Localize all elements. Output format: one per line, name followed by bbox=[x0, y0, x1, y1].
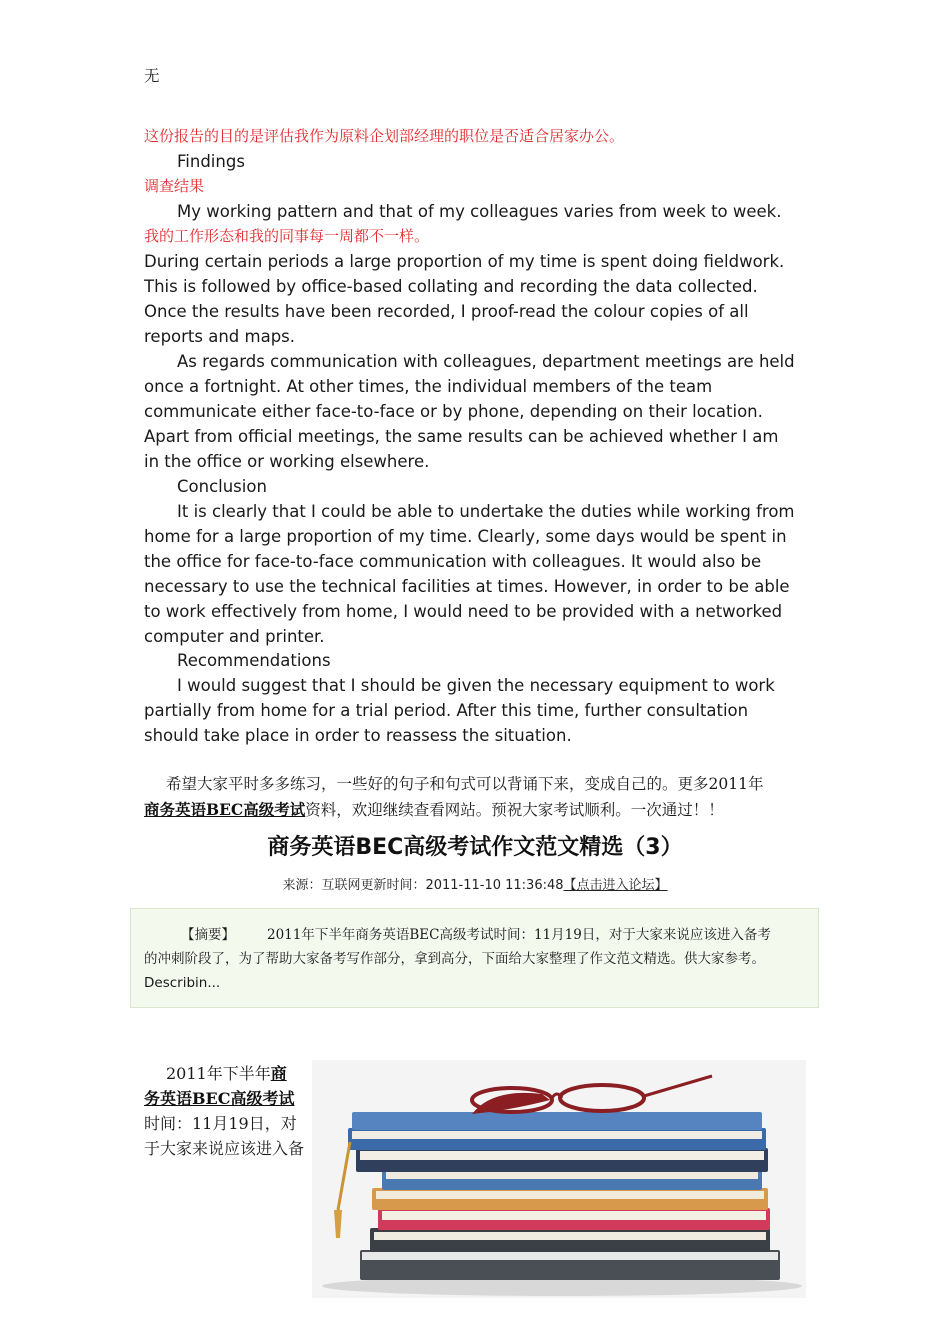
bec-advanced-link[interactable]: 商务英语BEC高级考试 bbox=[144, 800, 306, 819]
summary-line-2: 的冲刺阶段了，为了帮助大家备考写作部分，拿到高分，下面给大家整理了作文范文精选。供大家参考。 bbox=[144, 951, 765, 967]
findings-heading: Findings bbox=[177, 152, 245, 171]
paragraph-2-line: During certain periods a large proportion of my time is spent doing fieldwork. bbox=[144, 252, 785, 271]
closing-line-2 bbox=[144, 797, 724, 823]
side-text-line-3: 时间：11月19日，对 bbox=[144, 1114, 297, 1133]
paragraph-4-line: It is clearly that I could be able to undertake the duties while working from bbox=[177, 502, 795, 521]
side-bec-link[interactable]: 务英语BEC高级考试 bbox=[144, 1089, 295, 1108]
cn-findings-text: 调查结果 bbox=[144, 177, 205, 195]
side-text-line-1 bbox=[166, 1061, 287, 1086]
article-title: 商务英语BEC高级考试作文范文精选（3） bbox=[267, 835, 683, 860]
summary-label: 【摘要】 bbox=[181, 927, 235, 943]
paragraph-5-line: should take place in order to reassess the situation. bbox=[144, 726, 572, 745]
side-bec-link-start[interactable]: 商 bbox=[270, 1064, 287, 1083]
paragraph-4-line: home for a large proportion of my time. Clearly, some days would be spent in bbox=[144, 527, 787, 546]
meta-source: 来源：互联网更新时间： bbox=[282, 878, 426, 893]
side-text-line-2 bbox=[144, 1086, 294, 1111]
paragraph-5-line: partially from home for a trial period. After this time, further consultation bbox=[144, 701, 749, 720]
paragraph-3-line: communicate either face-to-face or by phone, depending on their location. bbox=[144, 402, 763, 421]
summary-box bbox=[130, 908, 819, 1008]
cn-purpose-text: 这份报告的目的是评估我作为原料企划部经理的职位是否适合居家办公。 bbox=[144, 127, 625, 145]
closing-line-2-rest: 资料，欢迎继续查看网站。预祝大家考试顺利。一次通过！！ bbox=[305, 801, 724, 819]
closing-line-1: 希望大家平时多多练习，一些好的句子和句式可以背诵下来，变成自己的。更多2011年 bbox=[166, 775, 764, 793]
article-meta bbox=[0, 874, 950, 893]
paragraph-2-line: Once the results have been recorded, I proof-read the colour copies of all bbox=[144, 302, 749, 321]
paragraph-4-line: necessary to use the technical facilities at times. However, in order to be able bbox=[144, 577, 790, 596]
conclusion-heading: Conclusion bbox=[177, 477, 267, 496]
summary-line-1: 2011年下半年商务英语BEC高级考试时间：11月19日，对于大家来说应该进入备考 bbox=[267, 927, 771, 943]
paragraph-1: My working pattern and that of my colleagues varies from week to week. bbox=[177, 202, 782, 221]
top-char: 无 bbox=[144, 67, 160, 85]
side-text-plain: 2011年下半年 bbox=[166, 1064, 271, 1083]
paragraph-3-line: in the office or working elsewhere. bbox=[144, 452, 430, 471]
paragraph-2-line: This is followed by office-based collating and recording the data collected. bbox=[144, 277, 758, 296]
paragraph-3-line: once a fortnight. At other times, the individual members of the team bbox=[144, 377, 713, 396]
paragraph-4-line: the office for face-to-face communication with colleagues. It would also be bbox=[144, 552, 762, 571]
cn-paragraph-1: 我的工作形态和我的同事每一周都不一样。 bbox=[144, 227, 430, 245]
paragraph-4-line: computer and printer. bbox=[144, 627, 325, 646]
forum-link[interactable]: 【点击进入论坛】 bbox=[563, 878, 668, 893]
paragraph-3-line: Apart from official meetings, the same results can be achieved whether I am bbox=[144, 427, 779, 446]
paragraph-3-line: As regards communication with colleagues, department meetings are held bbox=[177, 352, 795, 371]
meta-time: 2011-11-10 11:36:48 bbox=[425, 878, 564, 893]
paragraph-5-line: I would suggest that I should be given the necessary equipment to work bbox=[177, 676, 775, 695]
books-with-glasses-image bbox=[312, 1060, 806, 1298]
recommendations-heading: Recommendations bbox=[177, 651, 331, 670]
paragraph-4-line: to work effectively from home, I would need to be provided with a networked bbox=[144, 602, 783, 621]
summary-line-3: Describin... bbox=[144, 975, 221, 991]
paragraph-2-line: reports and maps. bbox=[144, 327, 296, 346]
side-text-line-4: 于大家来说应该进入备 bbox=[144, 1139, 305, 1158]
